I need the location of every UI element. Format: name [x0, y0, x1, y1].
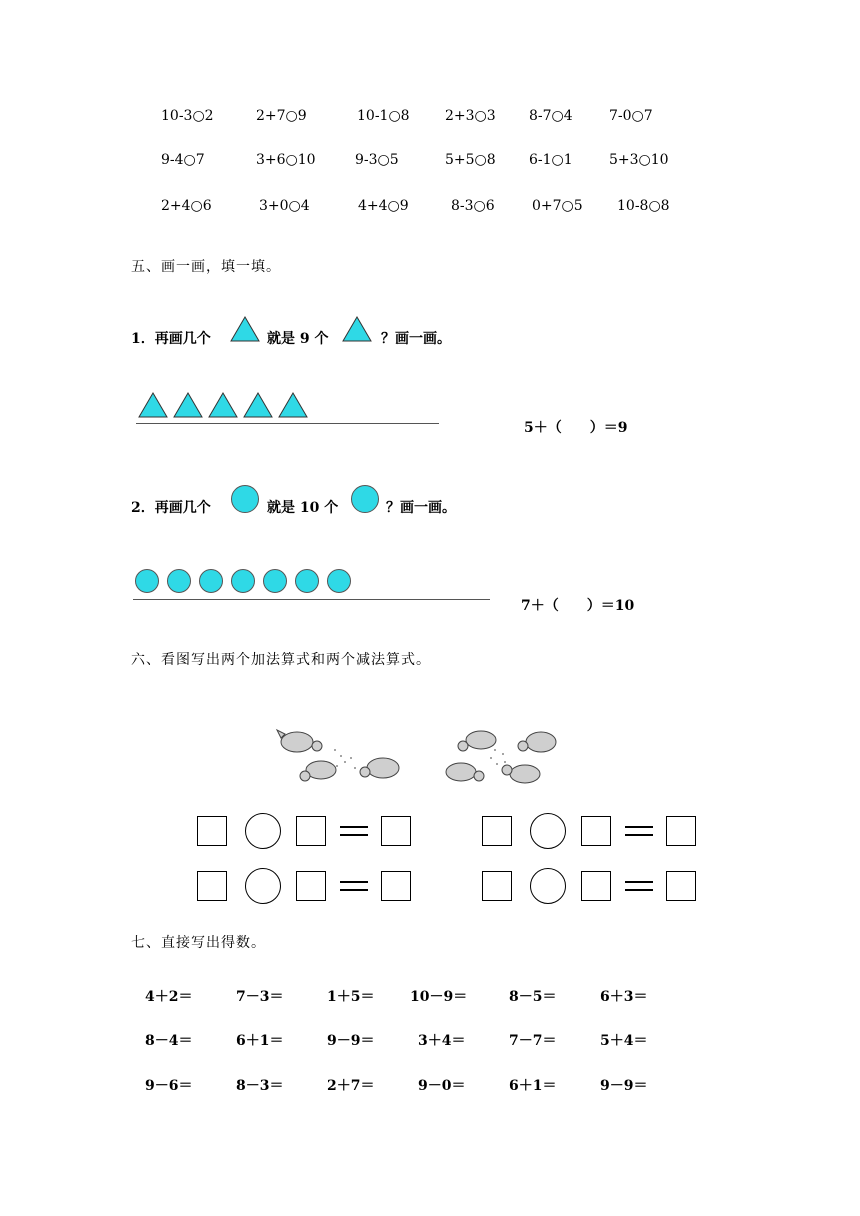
comparison-item[interactable]: 9-3○5	[355, 152, 399, 168]
answer-box[interactable]	[581, 816, 611, 846]
math-item[interactable]: 7－7＝	[509, 1033, 557, 1049]
math-item[interactable]: 9－6＝	[145, 1078, 193, 1094]
section6-title: 六、看图写出两个加法算式和两个减法算式。	[131, 652, 431, 668]
answer-box[interactable]	[666, 871, 696, 901]
math-item[interactable]: 3＋4＝	[418, 1033, 466, 1049]
math-item[interactable]: 4＋2＝	[145, 989, 193, 1005]
answer-box[interactable]	[381, 816, 411, 846]
math-item[interactable]: 8－4＝	[145, 1033, 193, 1049]
q2-middle: 就是 10 个	[267, 500, 339, 516]
comparison-item[interactable]: 4+4○9	[358, 198, 409, 214]
q2-suffix: ？画一画。	[386, 500, 456, 516]
comparison-item[interactable]: 2+3○3	[445, 108, 496, 124]
math-item[interactable]: 9－9＝	[327, 1033, 375, 1049]
math-item[interactable]: 6＋3＝	[600, 989, 648, 1005]
answer-box[interactable]	[581, 871, 611, 901]
hens-pecking-icon	[437, 720, 577, 792]
triangle-icon	[341, 315, 373, 343]
answer-box[interactable]	[381, 871, 411, 901]
circle-icon	[167, 569, 191, 593]
comparison-item[interactable]: 8-3○6	[451, 198, 495, 214]
operator-circle[interactable]	[530, 813, 566, 849]
comparison-item[interactable]: 6-1○1	[529, 152, 573, 168]
answer-box[interactable]	[666, 816, 696, 846]
math-item[interactable]: 7－3＝	[236, 989, 284, 1005]
comparison-item[interactable]: 2+7○9	[256, 108, 307, 124]
comparison-item[interactable]: 3+0○4	[259, 198, 310, 214]
hens-pecking-icon	[275, 720, 415, 792]
circle-icon	[135, 569, 159, 593]
comparison-item[interactable]: 10-3○2	[161, 108, 214, 124]
math-item[interactable]: 9－9＝	[600, 1078, 648, 1094]
math-item[interactable]: 10－9＝	[410, 989, 468, 1005]
triangle-icon	[277, 391, 309, 419]
triangle-icon	[207, 391, 239, 419]
comparison-item[interactable]: 0+7○5	[532, 198, 583, 214]
section5-title: 五、画一画，填一填。	[131, 259, 281, 275]
comparison-item[interactable]: 5+5○8	[445, 152, 496, 168]
q1-middle: 就是 9 个	[267, 331, 329, 347]
circle-icon	[199, 569, 223, 593]
circle-icon	[327, 569, 351, 593]
circle-icon	[231, 569, 255, 593]
operator-circle[interactable]	[530, 868, 566, 904]
circle-icon	[295, 569, 319, 593]
answer-box[interactable]	[482, 871, 512, 901]
comparison-item[interactable]: 9-4○7	[161, 152, 205, 168]
q1-prefix: 1．再画几个	[131, 331, 211, 347]
equals-sign	[340, 826, 368, 836]
operator-circle[interactable]	[245, 868, 281, 904]
circle-icon	[263, 569, 287, 593]
math-item[interactable]: 8－5＝	[509, 989, 557, 1005]
drawing-line[interactable]	[136, 423, 439, 424]
circle-icon	[231, 485, 259, 513]
triangle-icon	[137, 391, 169, 419]
answer-box[interactable]	[197, 871, 227, 901]
q1-equation[interactable]: 5＋（ ）＝9	[524, 420, 628, 436]
equals-sign	[625, 881, 653, 891]
comparison-item[interactable]: 5+3○10	[609, 152, 669, 168]
math-item[interactable]: 6＋1＝	[509, 1078, 557, 1094]
answer-box[interactable]	[296, 871, 326, 901]
circle-icon	[351, 485, 379, 513]
answer-box[interactable]	[197, 816, 227, 846]
math-item[interactable]: 5＋4＝	[600, 1033, 648, 1049]
comparison-item[interactable]: 8-7○4	[529, 108, 573, 124]
operator-circle[interactable]	[245, 813, 281, 849]
math-item[interactable]: 6＋1＝	[236, 1033, 284, 1049]
comparison-item[interactable]: 10-1○8	[357, 108, 410, 124]
comparison-item[interactable]: 3+6○10	[256, 152, 316, 168]
comparison-item[interactable]: 10-8○8	[617, 198, 670, 214]
comparison-item[interactable]: 2+4○6	[161, 198, 212, 214]
q2-equation[interactable]: 7＋（ ）＝10	[521, 598, 635, 614]
answer-box[interactable]	[482, 816, 512, 846]
math-item[interactable]: 2＋7＝	[327, 1078, 375, 1094]
triangle-icon	[172, 391, 204, 419]
equals-sign	[625, 826, 653, 836]
triangle-icon	[242, 391, 274, 419]
q2-prefix: 2．再画几个	[131, 500, 211, 516]
math-item[interactable]: 8－3＝	[236, 1078, 284, 1094]
math-item[interactable]: 9－0＝	[418, 1078, 466, 1094]
math-item[interactable]: 1＋5＝	[327, 989, 375, 1005]
answer-box[interactable]	[296, 816, 326, 846]
comparison-item[interactable]: 7-0○7	[609, 108, 653, 124]
equals-sign	[340, 881, 368, 891]
q1-suffix: ？画一画。	[381, 331, 451, 347]
drawing-line[interactable]	[133, 599, 490, 600]
triangle-icon	[229, 315, 261, 343]
section7-title: 七、直接写出得数。	[131, 935, 266, 951]
